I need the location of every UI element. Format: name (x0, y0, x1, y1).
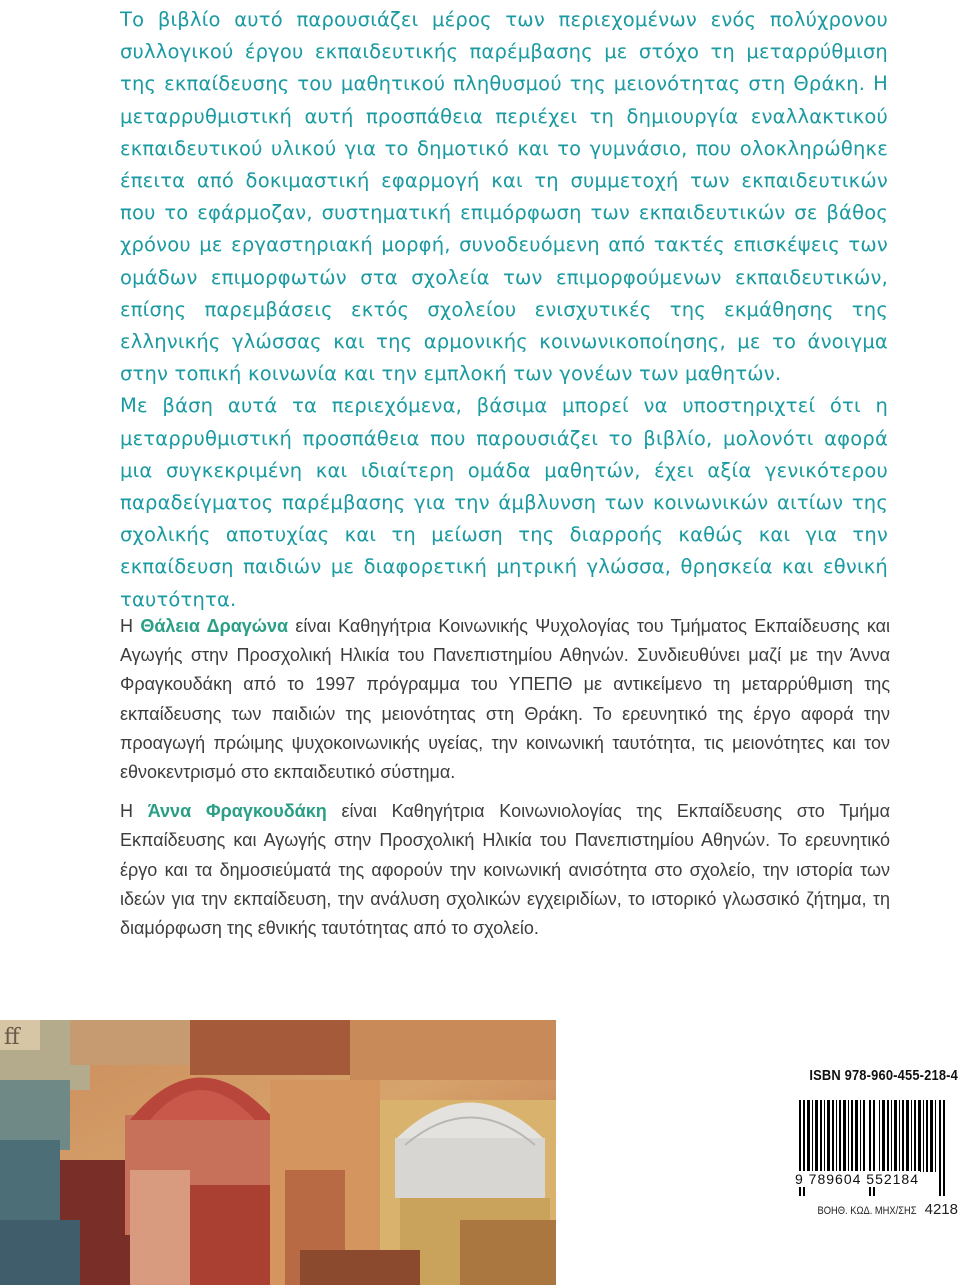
author-name-1: Θάλεια Δραγώνα (140, 616, 289, 636)
internal-code-number: 4218 (924, 1201, 958, 1218)
author-bios (120, 612, 890, 953)
painting-mark: ff (4, 1025, 20, 1050)
author-name-2: Άννα Φραγκουδάκη (147, 801, 327, 822)
isbn-label: ISBN 978-960-455-218-4 (809, 1067, 958, 1084)
author-bio-text-1: είναι Καθηγήτρια Κοινωνικής Ψυχολογίας του Τμήματος Εκπαίδευσης και Αγωγής στην Προσχολική Ηλικία του Πανεπιστημίου Αθηνών. Συνδιευθύνει μαζί με την Άννα Φραγκουδάκη από το 1997 πρόγραμμα του ΥΠΕΠΘ με αντικείμενο τη μεταρρύθμιση της εκπαίδευσης των παιδιών της μειονότητας στη Θράκη. Το ερευνητικό της έργο αφορά την προαγωγή πρώιμης ψυχοκοινωνικής υγείας, την κοινωνική ταυτότητα, τις μειονότητες και τον εθνοκεντρισμό στο εκπαιδευτικό σύστημα. (120, 616, 891, 783)
author-bio-1 (120, 612, 890, 787)
internal-code (778, 1201, 958, 1219)
isbn-barcode-block (778, 1067, 958, 1227)
author-bio-2 (120, 797, 890, 943)
book-summary (120, 4, 888, 616)
author-bio-text-2: είναι Καθηγήτρια Κοινωνιολογίας της Εκπαίδευσης στο Τμήμα Εκπαίδευσης και Αγωγής στην Προσχολική Ηλικία του Πανεπιστημίου Αθηνών. Το ερευνητικό έργο και τα δημοσιεύματά της αφορούν την κοινωνική ανισότητα στο σχολείο, την ιστορία των ιδεών για την εκπαίδευση, την ανάλυση σχολικών εγχειριδίων, το ιστορικό γλωσσικό ζήτημα, τη διαμόρφωση της εθνικής ταυτότητας από το σχολείο. (120, 801, 891, 939)
cover-painting (0, 1020, 556, 1285)
internal-code-label: ΒΟΗΘ. ΚΩΔ. ΜΗΧ/ΣΗΣ (817, 1205, 917, 1217)
author-bio-prefix: Η (120, 616, 141, 636)
summary-paragraph-2: Με βάση αυτά τα περιεχόμενα, βάσιμα μπορεί να υποστηριχτεί ότι η μεταρρυθμιστική προσπάθεια που παρουσιάζει το βιβλίο, μολονότι αφορά μια συγκεκριμένη και ιδιαίτερη ομάδα μαθητών, έχει αξία γενικότερου παραδείγματος παρέμβασης για την άμβλυνση των κοινωνικών αιτίων της σχολικής αποτυχίας και τη μείωση της διαρροής καθώς και για την εκπαίδευση παιδιών με διαφορετική μητρική γλώσσα, θρησκεία και εθνική ταυτότητα. (120, 394, 888, 611)
summary-paragraph-1: Το βιβλίο αυτό παρουσιάζει μέρος των περιεχομένων ενός πολύχρονου συλλογικού έργου εκπαιδευτικής παρέμβασης με στόχο τη μεταρρύθμιση της εκπαίδευσης του μαθητικού πληθυσμού της μειονότητας στη Θράκη. Η μεταρρυθμιστική αυτή προσπάθεια περιέχει τη δημιουργία εναλλακτικού εκπαιδευτικού υλικού για το δημοτικό και το γυμνάσιο, που ολοκληρώθηκε έπειτα από δοκιμαστική εφαρμογή και τη συμμετοχή των εκπαιδευτικών που το εφάρμοζαν, συστηματική επιμόρφωση των εκπαιδευτικών σε βάθος χρόνου με εργαστηριακή μορφή, συνοδευόμενη από τακτές επισκέψεις των ομάδων επιμορφωτών στα σχολεία των επιμορφούμενων εκπαιδευτικών, επίσης παρεμβάσεις εκτός σχολείου ενισχυτικές της εκμάθησης της ελληνικής γλώσσας και της αρμονικής κοινωνικοποίησης, με το άνοιγμα στην τοπική κοινωνία και την εμπλοκή των γονέων των μαθητών. (120, 8, 888, 386)
barcode-digits: 9 789604 552184 (795, 1171, 919, 1187)
domes-painting-image (0, 1020, 556, 1285)
author-bio-prefix: Η (120, 801, 148, 822)
